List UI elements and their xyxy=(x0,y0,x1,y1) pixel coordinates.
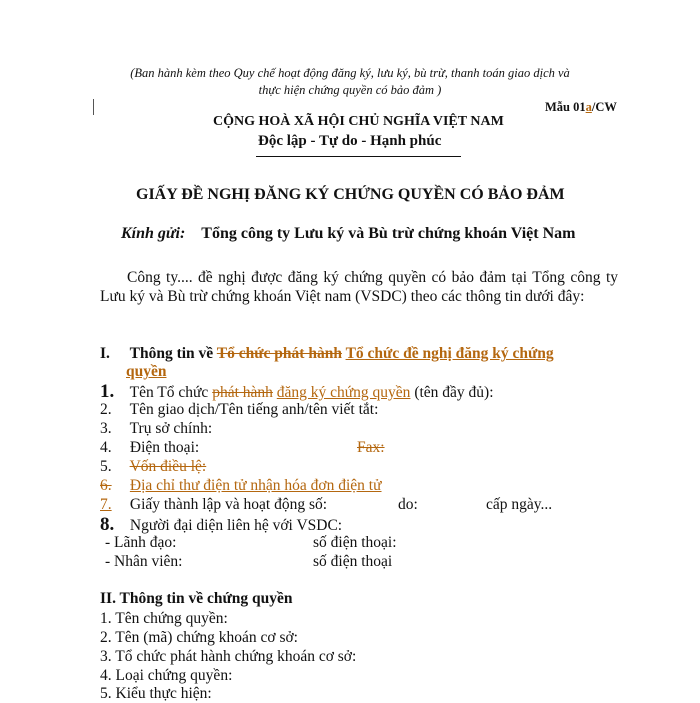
item7-date: cấp ngày... xyxy=(486,496,553,513)
recipient-name: Tổng công ty Lưu ký và Bù trừ chứng khoán Việt Nam xyxy=(201,225,576,242)
item-number: 4. xyxy=(100,439,112,456)
item-text: Trụ sở chính: xyxy=(129,420,213,437)
section1-heading xyxy=(100,345,554,363)
section1-deleted: Tổ chức phát hành xyxy=(216,345,342,362)
section2-item: 5. Kiểu thực hiện: xyxy=(100,685,212,702)
item-inserted-text: Địa chỉ thư điện tử nhận hóa đơn điện tử xyxy=(129,477,382,494)
item-text: Người đại diện liên hệ với VSDC: xyxy=(129,517,343,534)
item-text: Tên Tổ chức xyxy=(129,384,209,401)
item-number: 1. xyxy=(100,381,115,402)
item-number: 6. xyxy=(100,477,112,494)
contact-leader-phone: số điện thoại: xyxy=(313,534,397,551)
item-text: Điện thoại: xyxy=(129,439,200,456)
section1-inserted-line2: quyền xyxy=(126,363,167,380)
section1-inserted-line1: Tổ chức đề nghị đăng ký chứng xyxy=(345,345,554,362)
contact-leader-label: - Lãnh đạo: xyxy=(105,534,177,551)
item-inserted-text: đăng ký chứng quyền xyxy=(276,384,411,401)
item-number: 8. xyxy=(100,514,115,535)
recipient-label: Kính gửi: xyxy=(121,225,186,242)
list-item xyxy=(100,477,382,495)
item-deleted-text: Vốn điều lệ: xyxy=(129,458,207,475)
contact-staff-label: - Nhân viên: xyxy=(105,553,183,570)
item-number: 5. xyxy=(100,458,112,475)
contact-staff-phone: số điện thoại xyxy=(313,553,393,570)
list-item xyxy=(100,514,342,536)
item7-issuer: do: xyxy=(398,496,418,513)
list-item xyxy=(100,496,327,514)
item-text: Giấy thành lập và hoạt động số: xyxy=(129,496,328,513)
issuance-note-line1: (Ban hành kèm theo Quy chế hoạt động đăng ký, lưu ký, bù trừ, thanh toán giao dịch và xyxy=(130,66,570,80)
section1-number: I. xyxy=(100,345,110,362)
nation-heading: CỘNG HOÀ XÃ HỘI CHỦ NGHĨA VIỆT NAM xyxy=(213,114,504,129)
item-number: 7. xyxy=(100,496,112,513)
list-item xyxy=(100,439,199,457)
intro-paragraph: Công ty.... đề nghị được đăng ký chứng quyền có bảo đảm tại Tổng công ty Lưu ký và Bù trừ chứng khoán Việt nam (VSDC) theo các thông tin dưới đây: xyxy=(100,269,618,305)
item-text: Tên giao dịch/Tên tiếng anh/tên viết tắt: xyxy=(129,401,379,418)
text-cursor xyxy=(93,99,94,115)
list-item xyxy=(100,420,212,438)
form-code xyxy=(545,100,617,115)
form-code-suffix: /CW xyxy=(591,100,617,114)
section1-heading-cont xyxy=(126,363,167,381)
section1-title-prefix: Thông tin về xyxy=(129,345,214,362)
list-item xyxy=(100,401,378,419)
document-title: GIẤY ĐỀ NGHỊ ĐĂNG KÝ CHỨNG QUYỀN CÓ BẢO ĐẢM xyxy=(136,186,565,203)
section2-item: 2. Tên (mã) chứng khoán cơ sở: xyxy=(100,629,298,646)
item-number: 3. xyxy=(100,420,112,437)
section2-item: 1. Tên chứng quyền: xyxy=(100,610,228,627)
list-item xyxy=(100,458,206,476)
list-item xyxy=(100,381,494,403)
section2-heading: II. Thông tin về chứng quyền xyxy=(100,590,293,607)
motto-underline xyxy=(256,156,461,157)
form-code-insertion: a xyxy=(585,100,592,114)
item-deleted-text: phát hành xyxy=(212,384,273,401)
recipient-line xyxy=(121,225,575,243)
motto: Độc lập - Tự do - Hạnh phúc xyxy=(258,133,442,149)
fax-deleted: Fax: xyxy=(357,439,385,456)
item-number: 2. xyxy=(100,401,112,418)
section2-item: 3. Tổ chức phát hành chứng khoán cơ sở: xyxy=(100,648,357,665)
issuance-note-line2: thực hiện chứng quyền có bảo đảm ) xyxy=(258,83,442,97)
section2-item: 4. Loại chứng quyền: xyxy=(100,667,233,684)
form-code-prefix: Mẫu 01 xyxy=(545,100,586,114)
item-text-suffix: (tên đầy đủ): xyxy=(414,384,494,401)
